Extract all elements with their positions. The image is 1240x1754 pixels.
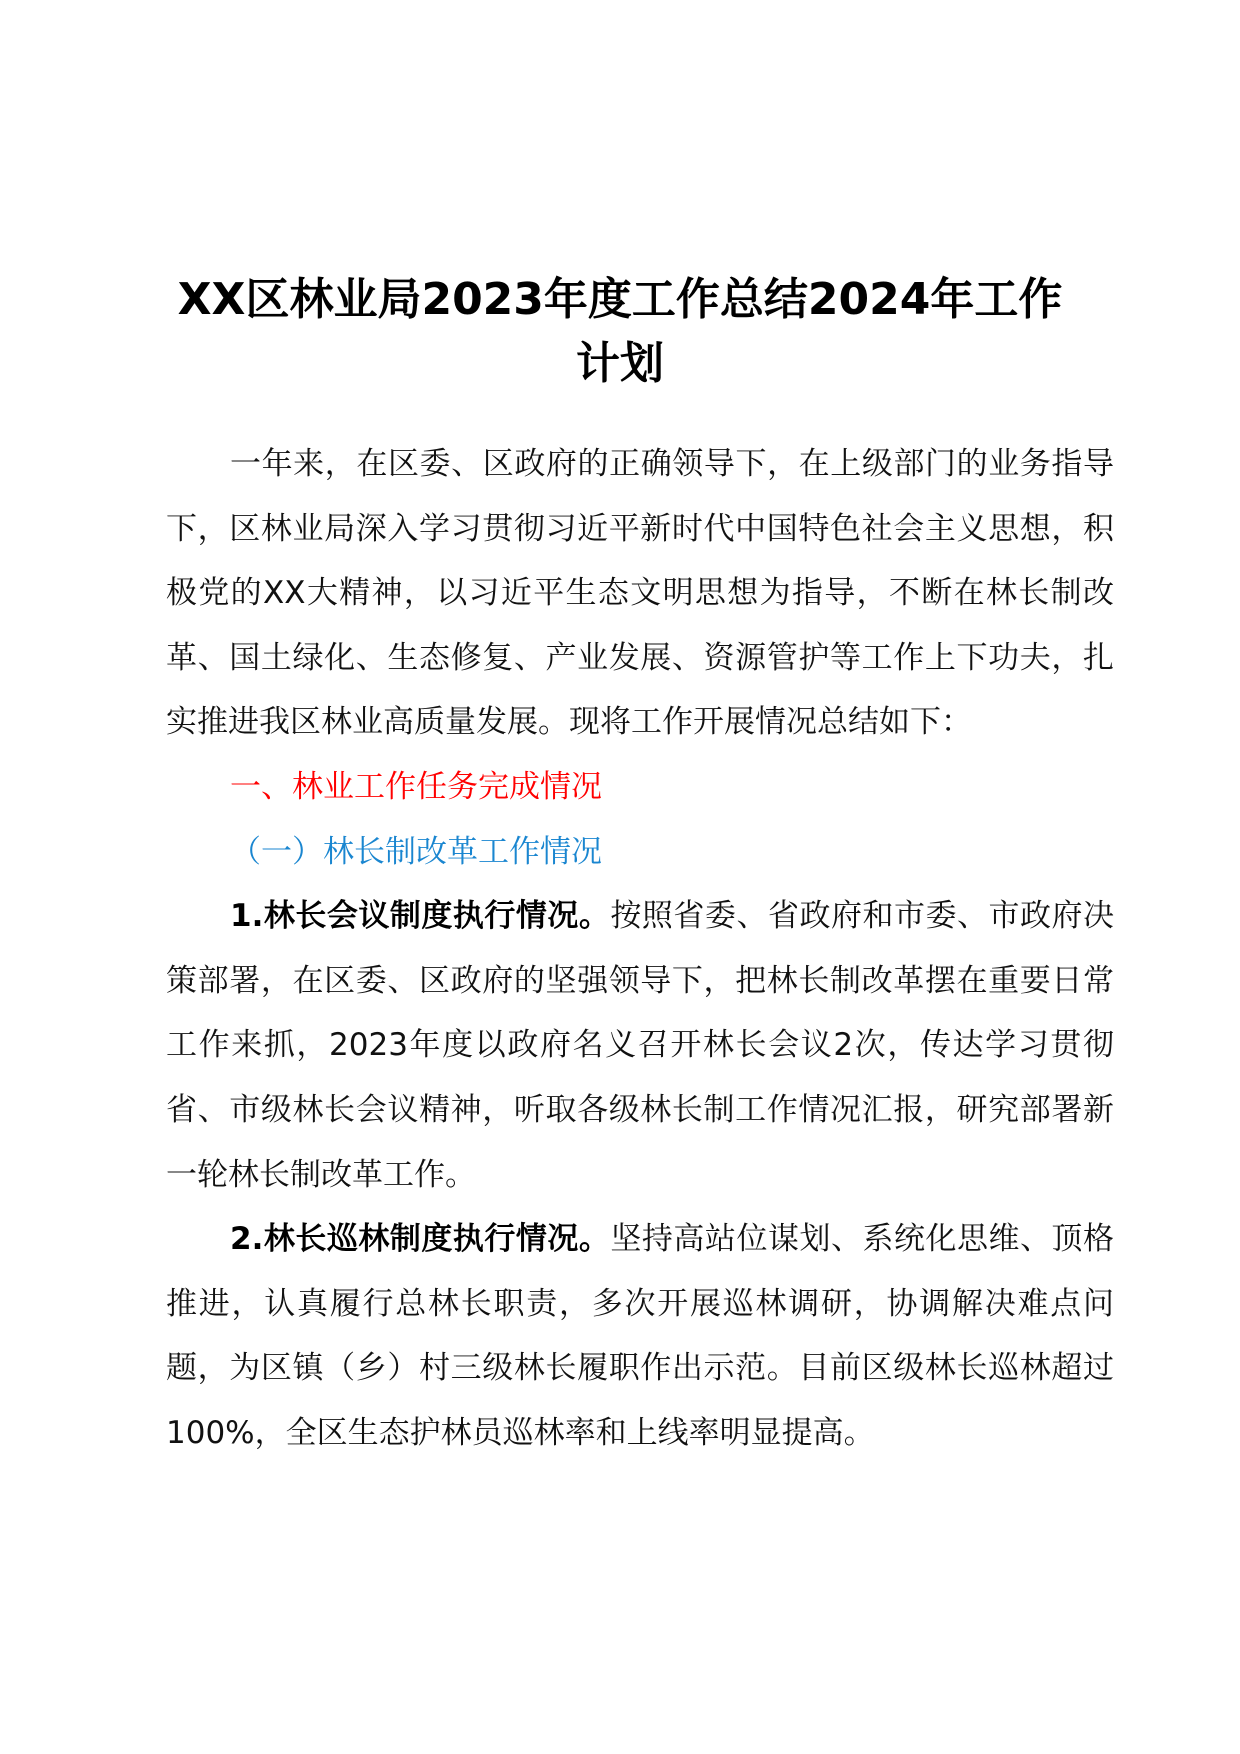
- item-1-lead: 1.林长会议制度执行情况。: [230, 898, 611, 935]
- document-body: [166, 432, 1114, 1466]
- title-line-2: 计划: [576, 338, 664, 389]
- item-1-text: 按照省委、省政府和市委、市政府决策部署，在区委、区政府的坚强领导下，把林长制改革摆在重要日常工作来抓，2023年度以政府名义召开林长会议2次，传达学习贯彻省、市级林长会议精神，听取各级林长制工作情况汇报，研究部署新一轮林长制改革工作。: [166, 898, 1114, 1193]
- document-title: [160, 268, 1080, 396]
- item-2-lead: 2.林长巡林制度执行情况。: [230, 1221, 611, 1258]
- item-2-text: 坚持高站位谋划、系统化思维、顶格推进，认真履行总林长职责，多次开展巡林调研，协调解决难点问题，为区镇（乡）村三级林长履职作出示范。目前区级林长巡林超过100%，全区生态护林员巡林率和上线率明显提高。: [166, 1221, 1114, 1451]
- section-heading-1: 一、林业工作任务完成情况: [230, 768, 602, 805]
- item-paragraph-1: [166, 884, 1114, 1207]
- subsection-heading-1: （一）林长制改革工作情况: [230, 833, 602, 870]
- intro-paragraph: 一年来，在区委、区政府的正确领导下，在上级部门的业务指导下，区林业局深入学习贯彻习近平新时代中国特色社会主义思想，积极党的XX大精神，以习近平生态文明思想为指导，不断在林长制改革、国土绿化、生态修复、产业发展、资源管护等工作上下功夫，扎实推进我区林业高质量发展。现将工作开展情况总结如下：: [166, 446, 1114, 741]
- title-line-1: XX区林业局2023年度工作总结2024年工作: [177, 274, 1063, 325]
- item-paragraph-2: [166, 1207, 1114, 1465]
